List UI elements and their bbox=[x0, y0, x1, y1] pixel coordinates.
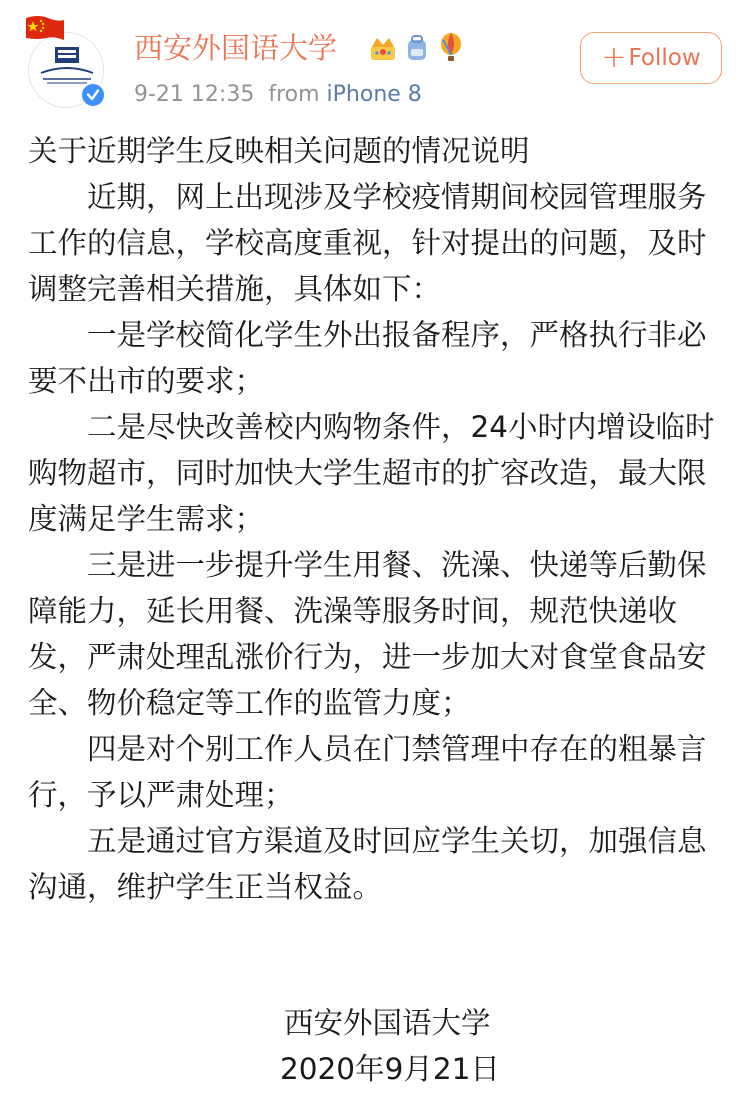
signature-date: 2020年9月21日 bbox=[280, 1052, 500, 1086]
paragraph-item-5: 五是通过官方渠道及时回应学生关切，加强信息沟通，维护学生正当权益。 bbox=[28, 824, 707, 904]
china-flag-icon bbox=[24, 14, 66, 44]
post-source[interactable]: iPhone 8 bbox=[326, 82, 422, 107]
user-badges bbox=[368, 32, 466, 64]
backpack-badge-icon[interactable] bbox=[402, 32, 432, 64]
paragraph-item-4: 四是对个别工作人员在门禁管理中存在的粗暴言行，予以严肃处理； bbox=[28, 732, 707, 812]
author-name[interactable]: 西安外国语大学 bbox=[134, 31, 338, 65]
follow-button[interactable] bbox=[580, 32, 722, 84]
signature-name: 西安外国语大学 bbox=[284, 1006, 491, 1040]
avatar-container[interactable] bbox=[24, 14, 108, 110]
verified-icon bbox=[80, 82, 106, 108]
from-label: from bbox=[268, 82, 320, 107]
follow-label: Follow bbox=[628, 45, 701, 71]
post-meta bbox=[134, 80, 422, 110]
post-content bbox=[28, 128, 722, 910]
post-header bbox=[0, 0, 750, 122]
paragraph-item-1: 一是学校简化学生外出报备程序，严格执行非必要不出市的要求； bbox=[28, 318, 707, 398]
crown-badge-icon[interactable] bbox=[368, 32, 398, 64]
post-time: 9-21 12:35 bbox=[134, 82, 255, 107]
paragraph-item-2: 二是尽快改善校内购物条件，24小时内增设临时购物超市，同时加快大学生超市的扩容改造，最大限度满足学生需求； bbox=[28, 410, 715, 536]
post-signature bbox=[28, 1000, 722, 1092]
paragraph-item-3: 三是进一步提升学生用餐、洗澡、快递等后勤保障能力，延长用餐、洗澡等服务时间，规范快递收发，严肃处理乱涨价行为，进一步加大对食堂食品安全、物价稳定等工作的监管力度； bbox=[28, 548, 707, 720]
paragraph-intro: 近期，网上出现涉及学校疫情期间校园管理服务工作的信息，学校高度重视，针对提出的问题，及时调整完善相关措施，具体如下： bbox=[28, 180, 707, 306]
balloon-badge-icon[interactable] bbox=[436, 32, 466, 64]
plus-icon: + bbox=[601, 40, 627, 75]
post-title: 关于近期学生反映相关问题的情况说明 bbox=[28, 134, 530, 168]
